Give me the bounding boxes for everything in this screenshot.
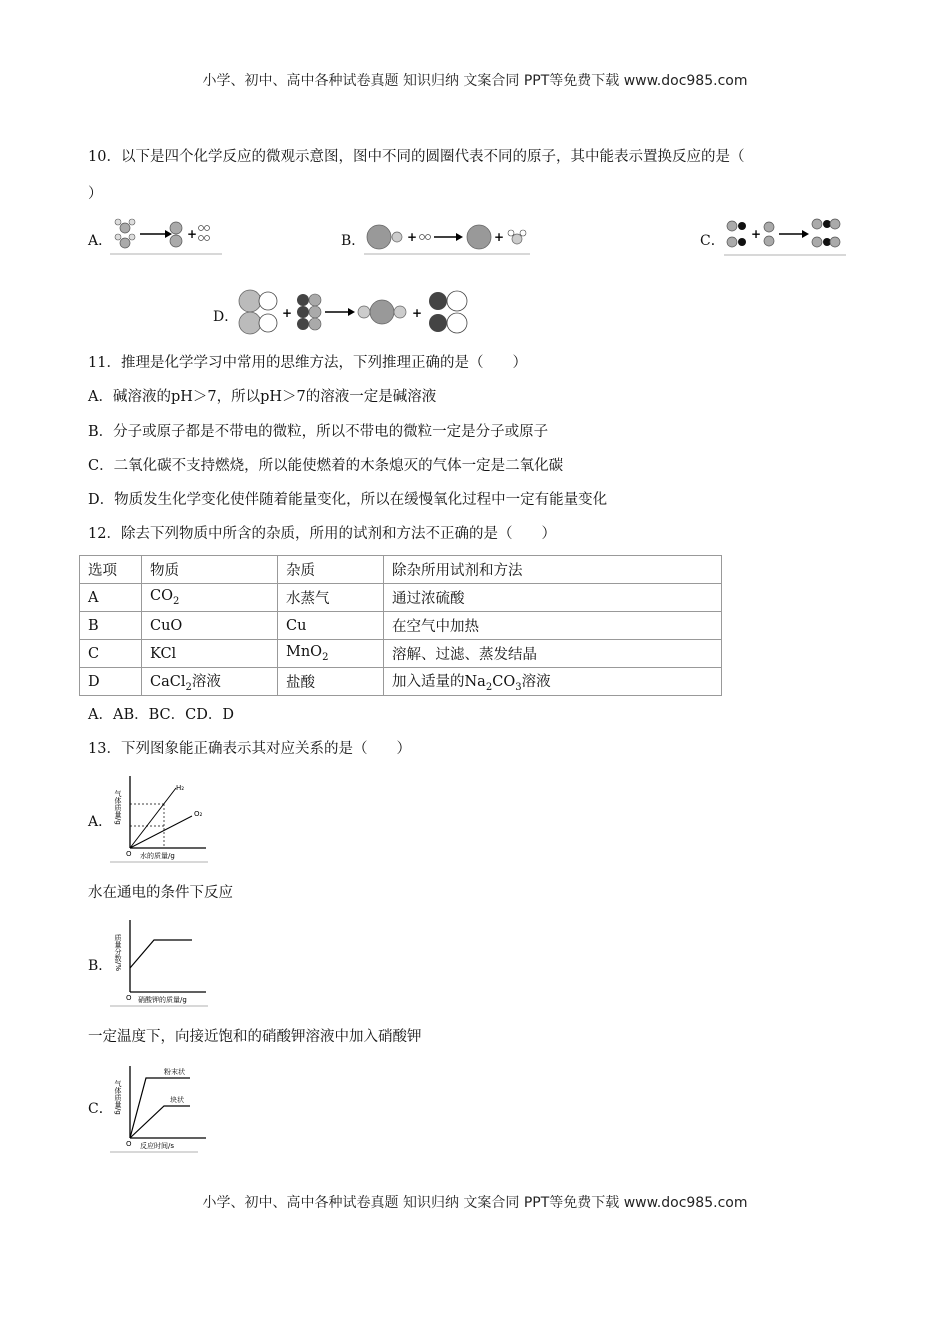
page-footer: 小学、初中、高中各种试卷真题 知识归纳 文案合同 PPT等免费下载 www.doc985.com: [202, 1195, 748, 1211]
graph-b-origin: O: [126, 994, 132, 1002]
table-cell: KCl: [142, 640, 278, 668]
q13-stem: 13．下列图象能正确表示其对应关系的是（ ）: [88, 741, 411, 757]
graph-a-line1-label: H₂: [176, 784, 185, 792]
svg-text:+: +: [282, 306, 293, 320]
graph-c-line1-label: 粉末状: [164, 1068, 185, 1076]
table-cell: 盐酸: [278, 668, 384, 696]
formula-subscript: 2: [322, 651, 329, 663]
table-cell: Cu: [278, 612, 384, 640]
graph-a-origin: O: [126, 850, 132, 858]
q10-option-b-label: B．: [341, 233, 366, 249]
q11-option-a: A．碱溶液的pH＞7，所以pH＞7的溶液一定是碱溶液: [88, 389, 437, 405]
q13-caption-a: 水在通电的条件下反应: [88, 885, 233, 901]
graph-a-xlabel: 水的质量/g: [140, 852, 175, 860]
table-cell: [142, 668, 278, 696]
table-header-cell: 除杂所用试剂和方法: [384, 556, 722, 584]
graph-c-xlabel: 反应时间/s: [140, 1142, 175, 1150]
q13-option-c-label: C．: [88, 1101, 113, 1117]
table-row: [80, 612, 722, 640]
formula-subscript: 2: [485, 681, 493, 693]
q11-stem: 11．推理是化学学习中常用的思维方法，下列推理正确的是（ ）: [88, 355, 527, 371]
q10-option-d-label: D．: [213, 309, 239, 325]
formula-text: CO: [492, 674, 516, 691]
q13-caption-b: 一定温度下，向接近饱和的硝酸钾溶液中加入硝酸钾: [88, 1029, 422, 1045]
q12-table: [79, 555, 722, 696]
q10-stem-cont: ）: [88, 186, 103, 202]
q10-diagram-c: [724, 214, 849, 258]
svg-text:+: +: [187, 227, 198, 241]
svg-text:+: +: [751, 227, 762, 241]
graph-a-ylabel: 气体质量/g: [114, 790, 122, 825]
formula-text: CaCl: [150, 674, 186, 691]
formula-text: 溶液: [191, 674, 221, 691]
graph-b-ylabel: 质量分数/%: [114, 934, 122, 972]
q10-diagram-a: [110, 214, 225, 258]
table-row: [80, 640, 722, 668]
formula-subscript: 2: [172, 595, 180, 607]
q13-graph-b: [110, 916, 210, 1008]
table-cell: 溶解、过滤、蒸发结晶: [384, 640, 722, 668]
q11-option-c: C．二氧化碳不支持燃烧，所以能使燃着的木条熄灭的气体一定是二氧化碳: [88, 458, 564, 474]
q10-diagram-d: [236, 288, 476, 336]
graph-c-origin: O: [126, 1140, 132, 1148]
q13-option-b-label: B．: [88, 958, 113, 974]
table-row: [80, 668, 722, 696]
table-cell: D: [80, 668, 142, 696]
table-header-cell: 选项: [80, 556, 142, 584]
table-cell: [278, 640, 384, 668]
table-cell: CuO: [142, 612, 278, 640]
formula-subscript: 3: [515, 681, 522, 693]
svg-text:+: +: [412, 306, 423, 320]
table-header-row: [80, 556, 722, 584]
page-header: 小学、初中、高中各种试卷真题 知识归纳 文案合同 PPT等免费下载 www.doc985.com: [202, 73, 748, 89]
formula-text: CO: [150, 588, 173, 605]
graph-c-ylabel: 气体质量/g: [114, 1080, 122, 1115]
q10-stem: 10．以下是四个化学反应的微观示意图，图中不同的圆圈代表不同的原子，其中能表示置换反应的是（: [88, 149, 745, 165]
table-cell: 在空气中加热: [384, 612, 722, 640]
formula-text: MnO: [286, 644, 323, 661]
table-header-cell: 物质: [142, 556, 278, 584]
formula-text: 溶液: [521, 674, 551, 691]
q12-stem: 12．除去下列物质中所含的杂质，所用的试剂和方法不正确的是（ ）: [88, 526, 556, 542]
table-cell: 通过浓硫酸: [384, 584, 722, 612]
svg-text:+: +: [494, 230, 505, 244]
graph-c-line2-label: 块状: [170, 1096, 184, 1104]
table-cell: B: [80, 612, 142, 640]
q13-option-a-label: A．: [88, 814, 113, 830]
q12-answers: A．AB．BC．CD．D: [88, 707, 234, 723]
table-cell: C: [80, 640, 142, 668]
graph-a-line2-label: O₂: [194, 810, 203, 818]
graph-b-xlabel: 硝酸钾的质量/g: [138, 996, 187, 1004]
svg-text:+: +: [407, 230, 418, 244]
q11-option-b: B．分子或原子都是不带电的微粒，所以不带电的微粒一定是分子或原子: [88, 424, 549, 440]
q10-option-a-label: A．: [88, 233, 113, 249]
formula-text: 加入适量的Na: [392, 674, 486, 691]
q10-diagram-b: [364, 220, 534, 256]
table-row: [80, 584, 722, 612]
table-cell: [384, 668, 722, 696]
table-cell: A: [80, 584, 142, 612]
q13-graph-c: [110, 1062, 210, 1154]
table-cell: 水蒸气: [278, 584, 384, 612]
table-header-cell: 杂质: [278, 556, 384, 584]
q11-option-d: D．物质发生化学变化使伴随着能量变化，所以在缓慢氧化过程中一定有能量变化: [88, 492, 608, 508]
q13-graph-a: [110, 772, 210, 864]
table-cell: [142, 584, 278, 612]
formula-subscript: 2: [185, 681, 192, 693]
q10-option-c-label: C．: [700, 233, 725, 249]
